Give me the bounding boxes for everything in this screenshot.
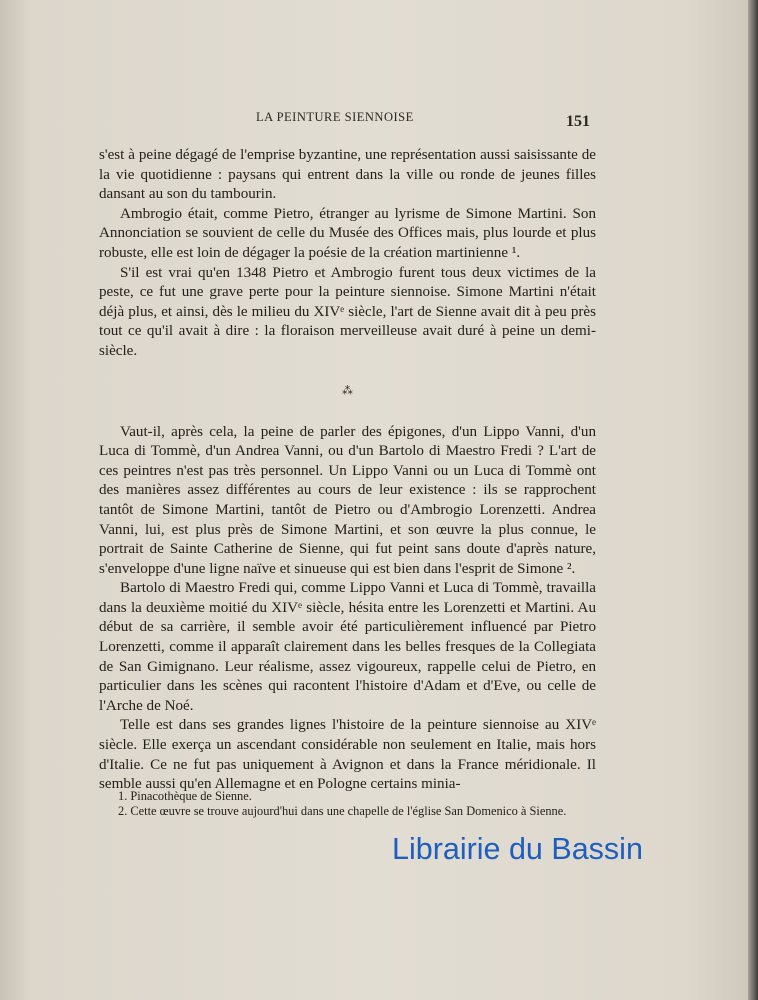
paragraph: s'est à peine dégagé de l'emprise byzantine, une représentation aussi saisissante de la vie quotidienne : paysans qui entrent dans la ville ou ronde de jeunes filles dansant au son du tambourin. <box>99 147 596 203</box>
footnotes <box>118 789 596 818</box>
footnote: 2. Cette œuvre se trouve aujourd'hui dans une chapelle de l'église San Domenico à Sienne. <box>118 803 567 818</box>
watermark: Librairie du Bassin <box>392 832 643 866</box>
paragraph: Vaut-il, après cela, la peine de parler des épigones, d'un Lippo Vanni, d'un Luca di Tommè, d'un Andrea Vanni, ou d'un Bartolo di Maestro Fredi ? L'art de ces peintres n'est pas très personnel. Un Lippo Vanni ou un Luca di Tommè ont des manières assez différentes au cours de leur existence : ils se rapprochent tantôt de Simone Martini, tantôt de Pietro ou d'Ambrogio Lorenzetti. Andrea Vanni, lui, est plus près de Simone Martini, et son œuvre la plus connue, le portrait de Sainte Catherine de Sienne, qui fut peint sans doute d'après nature, s'enveloppe d'une ligne naïve et sinueuse qui est bien dans l'esprit de Simone ². <box>99 423 596 577</box>
main-text <box>99 146 596 795</box>
footnote: 1. Pinacothèque de Sienne. <box>118 789 252 803</box>
paragraph: Ambrogio était, comme Pietro, étranger au lyrisme de Simone Martini. Son Annonciation se souvient de celle du Musée des Offices mais, plus lourde et plus robuste, elle est loin de dégager la poésie de la création martinienne ¹. <box>99 205 596 261</box>
page-number: 151 <box>566 113 590 130</box>
page-edge-shadow <box>748 0 758 1000</box>
section-asterism: ⁂ <box>342 384 353 397</box>
paragraph: Bartolo di Maestro Fredi qui, comme Lippo Vanni et Luca di Tommè, travailla dans la deuxième moitié du XIVᵉ siècle, hésita entre les Lorenzetti et Martini. Au début de sa carrière, il semble avoir été particulièrement influencé par Pietro Lorenzetti, comme il apparaît clairement dans les belles fresques de la Collegiata de San Gimignano. Leur réalisme, assez vigoureux, rappelle celui de Pietro, en particulier dans les scènes qui racontent l'histoire d'Adam et d'Eve, ou celle de l'Arche de Noé. <box>99 580 596 714</box>
paragraph: Telle est dans ses grandes lignes l'histoire de la peinture siennoise au XIVᵉ siècle. Elle exerça un ascendant considérable non seulement en Italie, mais hors d'Italie. Ce ne fut pas uniquement à Avignon et dans la France méridionale. Il semble aussi qu'en Allemagne et en Pologne certains minia- <box>99 717 596 793</box>
paragraph: S'il est vrai qu'en 1348 Pietro et Ambrogio furent tous deux victimes de la peste, ce fut une grave perte pour la peinture siennoise. Simone Martini n'était déjà plus, et ainsi, dès le milieu du XIVᵉ siècle, l'art de Sienne avait dit à peu près tout ce qu'il avait à dire : la floraison merveilleuse avait duré à peine un demi-siècle. <box>99 264 596 359</box>
running-title: LA PEINTURE SIENNOISE <box>256 110 414 124</box>
